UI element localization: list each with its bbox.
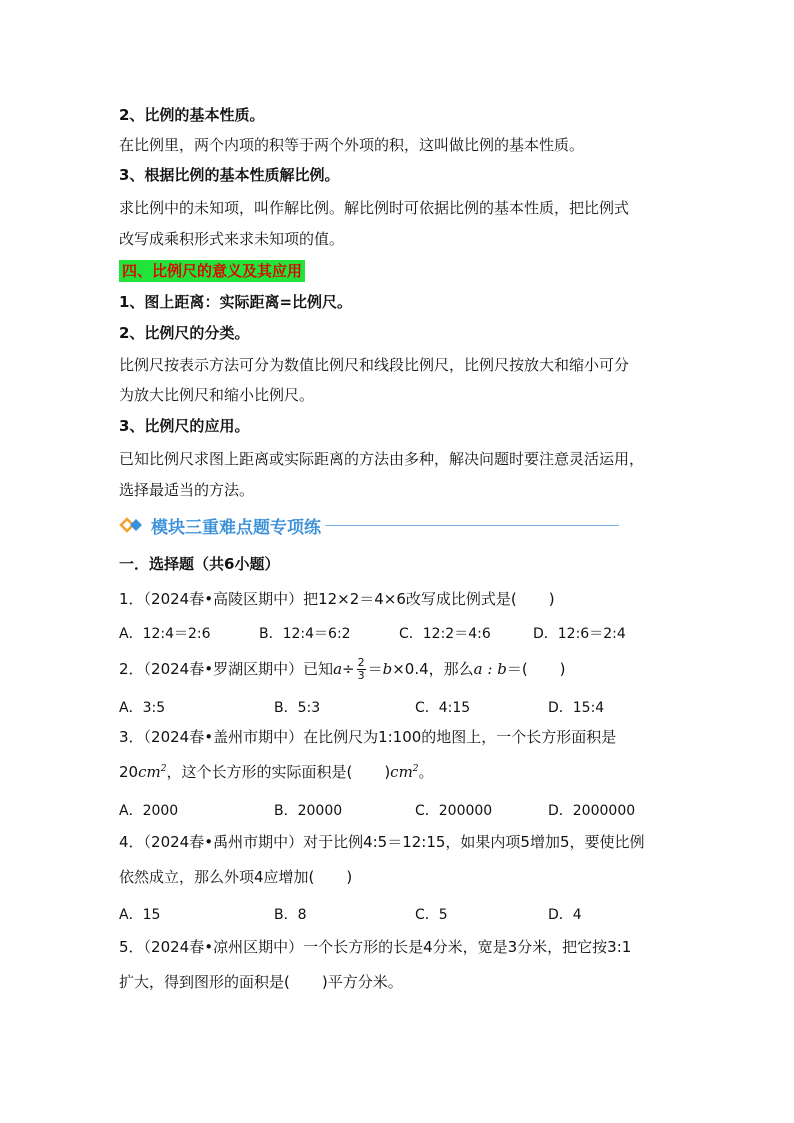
question-4-options [119,904,582,924]
question-1 [119,588,555,609]
module-title: 模块三重难点题专项练 [151,517,321,538]
divide-sign: ÷ [342,660,355,678]
paren-close: ) [559,660,566,678]
equals-sign: ＝ [367,660,383,678]
question-stem: 扩大，得到图形的面积是( [119,973,290,991]
option-c[interactable]: C．5 [415,907,448,923]
option-d[interactable]: D．12:6＝2:4 [533,626,626,642]
text-line: 3、根据比例的基本性质解比例。 [119,166,340,184]
highlighted-heading: 四、比例尺的意义及其应用 [119,260,305,282]
option-c[interactable]: C．4:15 [415,700,471,716]
question-3-options [119,800,635,820]
question-4 [119,831,645,852]
question-2-options [119,697,604,717]
option-c[interactable]: C．12:2＝4:6 [399,626,491,642]
diamond-chevron-icon [119,517,145,533]
exponent: 2 [412,764,419,774]
option-d[interactable]: D．2000000 [548,803,636,819]
option-d[interactable]: D．4 [548,907,582,923]
divider [325,525,619,526]
module-header [119,512,619,538]
question-5-line-2 [119,971,403,992]
option-b[interactable]: B．20000 [274,803,343,819]
option-b[interactable]: B．8 [274,907,307,923]
text-line: 1、图上距离：实际距离=比例尺。 [119,293,353,311]
question-stem: ×0.4，那么 [392,660,474,678]
fraction-numerator: 2 [357,656,365,669]
section-heading [119,260,305,281]
question-stem: 2．（2024春•罗湖区期中）已知 [119,660,334,678]
question-stem: 依然成立，那么外项4应增加( [119,868,315,886]
option-a[interactable]: A．15 [119,907,161,923]
text-line: 求比例中的未知项，叫作解比例。解比例时可依据比例的基本性质，把比例式 [119,199,630,217]
paren-close: ) [384,763,391,781]
option-b[interactable]: B．12:4＝6:2 [259,626,351,642]
variable-a: a [333,660,343,678]
question-3 [119,726,616,747]
unit: cm [138,763,161,781]
option-a[interactable]: A．12:4＝2:6 [119,626,211,642]
punctuation: 。 [418,763,434,781]
text-line: 2、比例的基本性质。 [119,106,265,124]
option-a[interactable]: A．3:5 [119,700,166,716]
question-4-line-2 [119,866,352,887]
question-stem: )平方分米。 [321,973,403,991]
question-stem: 1．（2024春•高陵区期中）把12×2＝4×6改写成比例式是( [119,590,517,608]
question-5 [119,936,631,957]
variable-b: b [382,660,393,678]
option-a[interactable]: A．2000 [119,803,179,819]
text-line: 已知比例尺求图上距离或实际距离的方法由多种，解决问题时要注意灵活运用， [119,450,645,468]
exponent: 2 [160,764,167,774]
text-line: 比例尺按表示方法可分为数值比例尺和线段比例尺，比例尺按放大和缩小可分 [119,356,630,374]
question-2 [119,657,566,682]
question-stem: 5．（2024春•凉州区期中）一个长方形的长是4分米，宽是3分米，把它按3:1 [119,938,632,956]
question-stem: ，这个长方形的实际面积是( [166,763,353,781]
text-line: 3、比例尺的应用。 [119,417,250,435]
option-d[interactable]: D．15:4 [548,700,605,716]
question-3-line-2 [119,761,434,782]
area-value: 20 [119,763,139,781]
question-stem: 4．（2024春•禹州市期中）对于比例4:5＝12:15，如果内项5增加5，要使比例 [119,833,645,851]
question-stem: 3．（2024春•盖州市期中）在比例尺为1:100的地图上，一个长方形面积是 [119,728,617,746]
ratio-expression: a : b [473,660,507,678]
text-line: 选择最适当的方法。 [119,481,255,499]
text-line: 2、比例尺的分类。 [119,324,250,342]
option-c[interactable]: C．200000 [415,803,493,819]
option-b[interactable]: B．5:3 [274,700,321,716]
question-stem: ＝( [506,660,528,678]
text-line: 改写成乘积形式来求未知项的值。 [119,230,345,248]
question-1-options [119,623,626,643]
text-line: 为放大比例尺和缩小比例尺。 [119,386,315,404]
fraction-denominator: 3 [357,669,365,682]
section-title: 一．选择题（共6小题） [119,555,280,573]
text-line: 在比例里，两个内项的积等于两个外项的积，这叫做比例的基本性质。 [119,136,585,154]
paren-close: ) [346,868,353,886]
fraction [357,657,366,682]
unit: cm [390,763,413,781]
paren-close: ) [548,590,555,608]
